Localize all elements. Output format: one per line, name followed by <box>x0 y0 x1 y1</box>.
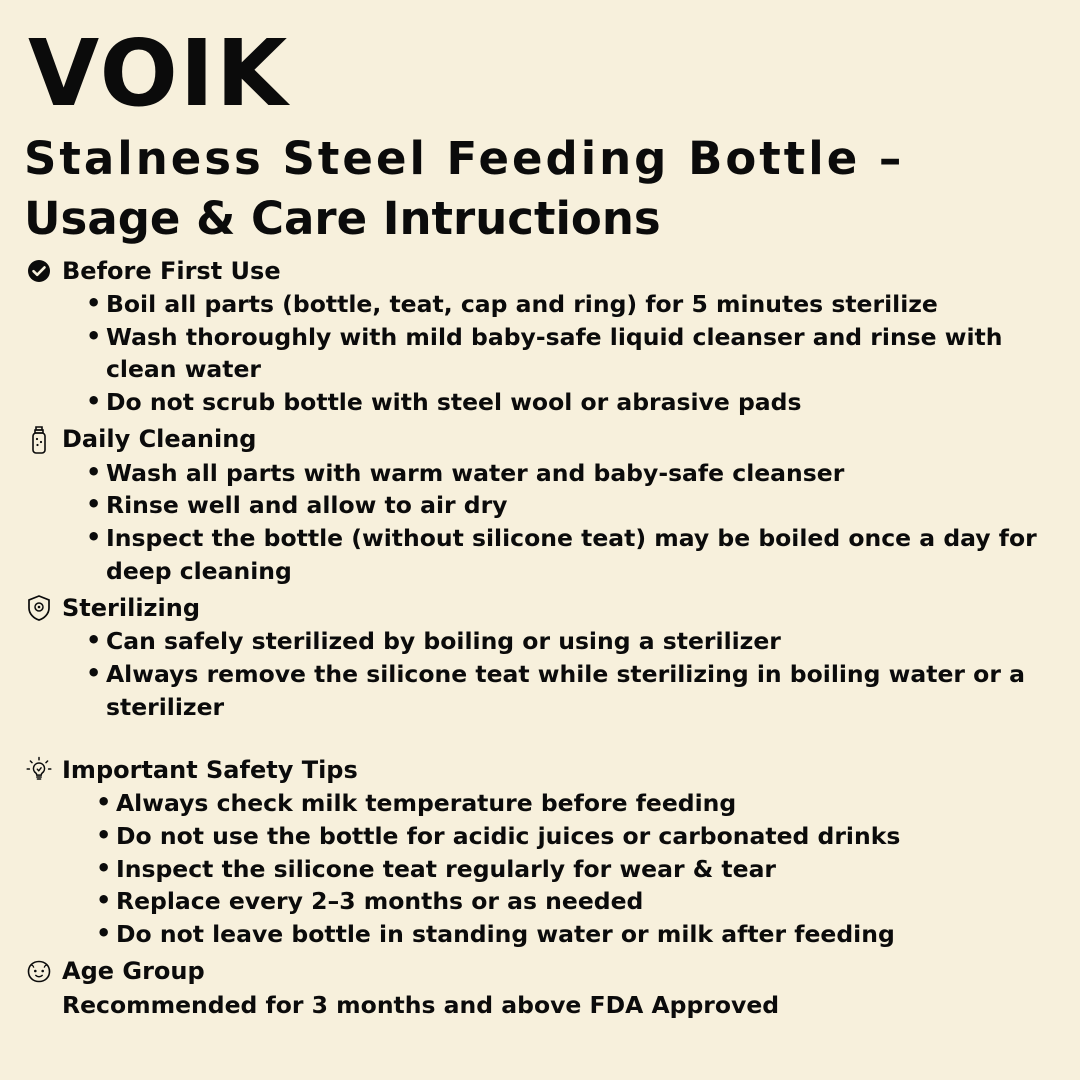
list-item: • Always remove the silicone teat while sterilizing in boiling water or a sterilizer <box>86 658 1052 723</box>
list-item: • Always check milk temperature before feeding <box>96 787 1052 820</box>
baby-face-icon <box>24 957 54 987</box>
list-item: • Do not use the bottle for acidic juices or carbonated drinks <box>96 820 1052 853</box>
list-item: • Inspect the bottle (without silicone teat) may be boiled once a day for deep cleaning <box>86 522 1052 587</box>
section-heading-row <box>24 957 1052 987</box>
list-item: • Do not scrub bottle with steel wool or abrasive pads <box>86 386 1052 419</box>
section-heading-row <box>24 256 1052 286</box>
list-item: • Wash thoroughly with mild baby-safe liquid cleanser and rinse with clean water <box>86 321 1052 386</box>
list-item: • Wash all parts with warm water and baby-safe cleanser <box>86 457 1052 490</box>
brand-logo: VOIK <box>28 20 290 127</box>
section-title: Sterilizing <box>62 593 201 622</box>
list-item: • Do not leave bottle in standing water or milk after feeding <box>96 918 1052 951</box>
section-title: Daily Cleaning <box>62 425 257 454</box>
section-title: Important Safety Tips <box>62 755 358 784</box>
list-item: • Inspect the silicone teat regularly for wear & tear <box>96 853 1052 886</box>
check-circle-icon <box>24 256 54 286</box>
lightbulb-icon <box>24 755 54 785</box>
section-daily-cleaning <box>24 425 1052 588</box>
section-list <box>24 288 1052 419</box>
page-title-line-2: Usage & Care Intructions <box>24 192 661 246</box>
section-safety-tips <box>24 755 1052 950</box>
section-age-group <box>24 957 1052 1022</box>
section-title: Before First Use <box>62 256 281 285</box>
shield-icon <box>24 593 54 623</box>
section-before-first-use <box>24 256 1052 419</box>
page-title <box>24 129 1052 251</box>
list-item: • Boil all parts (bottle, teat, cap and ring) for 5 minutes sterilize <box>86 288 1052 321</box>
section-sterilizing <box>24 593 1052 723</box>
list-item: • Replace every 2–3 months or as needed <box>96 885 1052 918</box>
baby-bottle-icon <box>24 425 54 455</box>
list-item: • Can safely sterilized by boiling or using a sterilizer <box>86 625 1052 658</box>
section-list <box>24 625 1052 723</box>
section-list <box>24 457 1052 588</box>
section-list <box>24 787 1052 950</box>
age-group-note: Recommended for 3 months and above FDA Approved <box>62 990 780 1019</box>
list-item: • Rinse well and allow to air dry <box>86 489 1052 522</box>
page-title-line-1: Stalness Steel Feeding Bottle – <box>24 131 905 185</box>
section-title: Age Group <box>62 957 205 986</box>
section-heading-row <box>24 593 1052 623</box>
section-heading-row <box>24 425 1052 455</box>
section-heading-row <box>24 755 1052 785</box>
